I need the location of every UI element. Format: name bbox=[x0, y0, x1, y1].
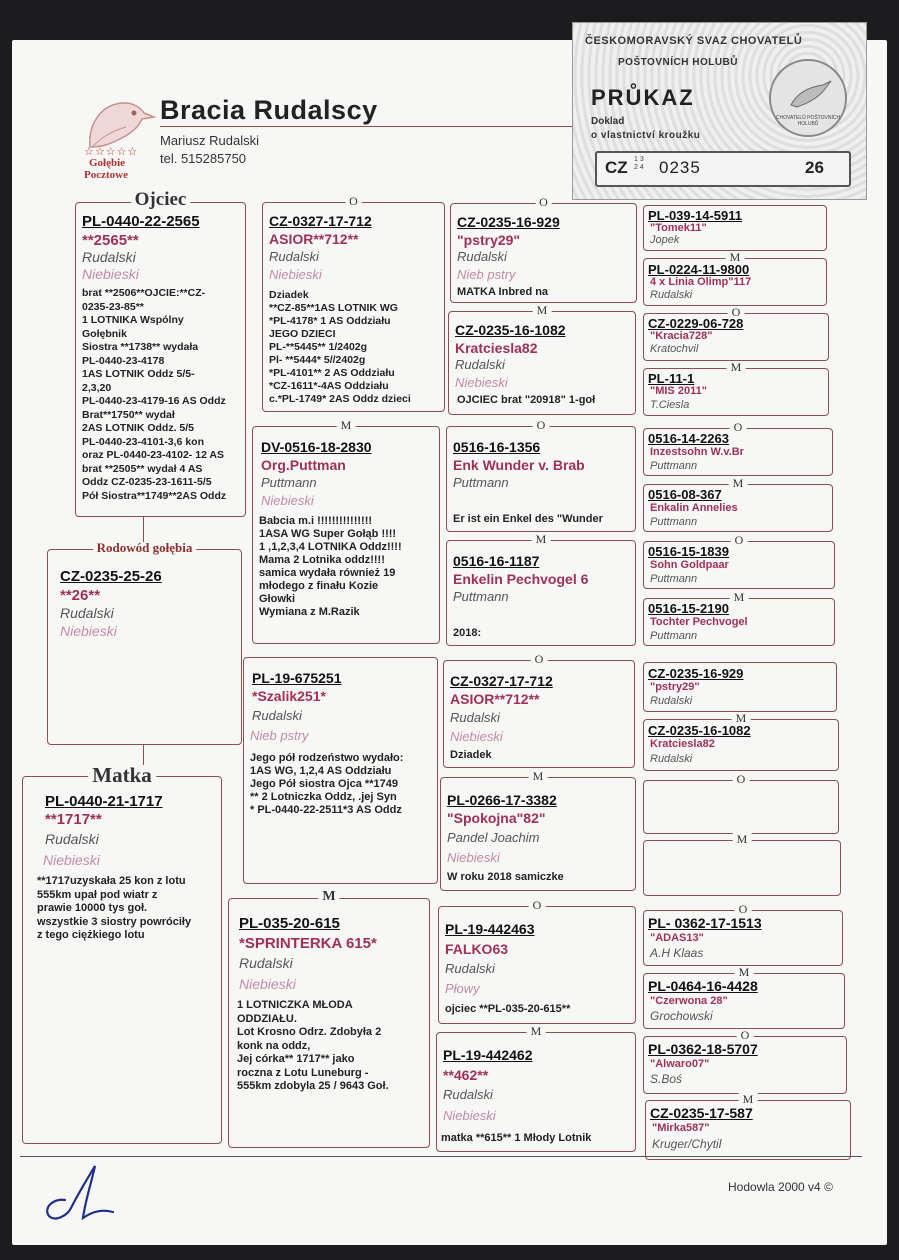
gen3-name-8: **462** bbox=[443, 1067, 489, 1083]
gen4-ring-7: 0516-15-1839 bbox=[648, 544, 729, 559]
mother-note: **1717uzyskała 25 kon z lotu 555km upał pod wiatr z prawie 10000 tys goł. wszystkie 3 siostry powróciły z tego ciężkiego lotu bbox=[37, 875, 192, 941]
father-ring: PL-0440-22-2565 bbox=[82, 213, 200, 230]
gen3-ring-7: PL-19-442463 bbox=[445, 921, 535, 937]
gen4-box-15[interactable] bbox=[643, 1028, 847, 1094]
gen4-box-2[interactable] bbox=[643, 250, 827, 306]
gen3-name-2: Kratciesla82 bbox=[455, 340, 538, 356]
gen3-box-4[interactable] bbox=[446, 532, 636, 646]
gen3-color-8: Niebieski bbox=[443, 1108, 496, 1123]
gen4-sex-4: M bbox=[727, 361, 746, 373]
gen3-ring-1: CZ-0235-16-929 bbox=[457, 214, 560, 230]
ff-color: Niebieski bbox=[269, 267, 322, 282]
owner-phone: tel. 515285750 bbox=[160, 151, 247, 166]
gen3-ring-2: CZ-0235-16-1082 bbox=[455, 322, 566, 338]
gen4-box-6[interactable] bbox=[643, 476, 833, 532]
mm-note: 1 LOTNICZKA MŁODA ODDZIAŁU. Lot Krosno Odrz. Zdobyła 2 konk na oddz, Jej córka** 1717** jako roczna z Lotu Luneburg - 555km zdobyla 25 / 9643 Goł. bbox=[237, 999, 389, 1092]
gen3-sex-7: O bbox=[529, 899, 546, 911]
gen4-box-9[interactable] bbox=[643, 662, 837, 712]
bird-owner: Rudalski bbox=[60, 605, 114, 621]
gen4-name-4: "MIS 2011" bbox=[650, 385, 707, 397]
gen4-sex-6: M bbox=[729, 477, 748, 489]
gen3-note-8: matka **615** 1 Młody Lotnik bbox=[441, 1132, 592, 1144]
mf-ring: PL-19-675251 bbox=[252, 670, 342, 686]
gen3-owner-3: Puttmann bbox=[453, 475, 509, 490]
fm-ring: DV-0516-18-2830 bbox=[261, 439, 372, 455]
gen3-owner-4: Puttmann bbox=[453, 589, 509, 604]
logo-text-2: Pocztowe bbox=[84, 169, 128, 181]
ff-note: Dziadek **CZ-85**1AS LOTNIK WG *PL-4178* 1 AS Oddziału JEGO DZIECI PL-**5445** 1/2402g Pl- **5444* 5//2402g *PL-4101** 2 AS Oddziału *CZ-1611*-4AS Oddziału c.*PL-1749* 2AS Oddz dzieci bbox=[269, 289, 411, 405]
gen4-name-16: "Mirka587" bbox=[652, 1122, 710, 1134]
pigeon-logo bbox=[78, 95, 156, 183]
mf-color: Nieb pstry bbox=[250, 728, 309, 743]
gen4-box-16[interactable] bbox=[645, 1092, 851, 1160]
gen3-ring-4: 0516-16-1187 bbox=[453, 553, 540, 569]
gen3-note-6: W roku 2018 samiczke bbox=[447, 871, 564, 883]
mother-owner: Rudalski bbox=[45, 831, 99, 847]
mm-box[interactable] bbox=[228, 889, 430, 1148]
gen4-name-15: "Alwaro07" bbox=[650, 1058, 710, 1070]
gen4-name-6: Enkalin Annelies bbox=[650, 502, 738, 514]
mother-label: Matka bbox=[88, 765, 156, 785]
gen4-owner-1: Jopek bbox=[650, 234, 680, 246]
gen3-owner-1: Rudalski bbox=[457, 249, 507, 264]
header-divider bbox=[160, 126, 572, 127]
gen3-owner-5: Rudalski bbox=[450, 710, 500, 725]
gen3-name-1: "pstry29" bbox=[457, 232, 521, 248]
gen4-sex-14: M bbox=[735, 966, 754, 978]
card-country: CZ bbox=[605, 158, 628, 177]
pedigree-label: Rodowód gołębia bbox=[93, 542, 197, 554]
ff-ring: CZ-0327-17-712 bbox=[269, 213, 372, 229]
mother-ring: PL-0440-21-1717 bbox=[45, 793, 163, 810]
gen3-box-6[interactable] bbox=[440, 769, 636, 891]
gen3-note-4: 2018: bbox=[453, 627, 482, 639]
bird-ring: CZ-0235-25-26 bbox=[60, 568, 162, 585]
footer-divider bbox=[20, 1156, 862, 1157]
gen3-box-7[interactable] bbox=[438, 898, 636, 1024]
gen4-name-8: Tochter Pechvogel bbox=[650, 616, 748, 628]
gen4-owner-7: Puttmann bbox=[650, 573, 698, 585]
gen4-sex-16: M bbox=[739, 1093, 758, 1105]
bird-box[interactable] bbox=[47, 540, 242, 745]
gen4-owner-15: S.Boś bbox=[650, 1072, 683, 1086]
gen3-owner-6: Pandel Joachim bbox=[447, 830, 540, 845]
gen4-owner-5: Puttmann bbox=[650, 460, 698, 472]
gen3-color-2: Niebieski bbox=[455, 375, 508, 390]
gen4-sex-5: O bbox=[730, 421, 747, 433]
gen4-sex-15: O bbox=[737, 1029, 754, 1041]
father-color: Niebieski bbox=[82, 266, 139, 282]
father-owner: Rudalski bbox=[82, 249, 136, 265]
seal-text: CHOVATELŮ POŠTOVNÍCH HOLUBŮ bbox=[775, 115, 841, 127]
page-title: Bracia Rudalscy bbox=[160, 95, 378, 125]
gen4-sex-10: M bbox=[732, 712, 751, 724]
father-note: brat **2506**OJCIE:**CZ- 0235-23-85** 1 LOTNIKA Wspólny Gołębnik Siostra **1738** wydała PL-0440-23-4178 1AS LOTNIK Oddz 5/5- 2,3,20 PL-0440-23-4179-16 AS Oddz Brat**1750** wydał 2AS LOTNIK Oddz. 5/5 PL-0440-23-4101-3,6 kon oraz PL-0440-23-4102- 12 AS brat **2505** wydał 4 AS Oddz CZ-0235-23-1611-5/5 Pół Siostra**1749**2AS Oddz bbox=[82, 287, 227, 502]
owner-name: Mariusz Rudalski bbox=[160, 133, 259, 148]
gen3-note-2: OJCIEC brat "20918" 1-goł bbox=[457, 394, 596, 406]
gen4-name-13: "ADAS13" bbox=[650, 932, 704, 944]
father-box[interactable] bbox=[75, 189, 246, 517]
fm-sex: M bbox=[337, 419, 356, 431]
gen3-sex-5: O bbox=[531, 653, 548, 665]
card-org-1: ČESKOMORAVSKÝ SVAZ CHOVATELŮ bbox=[585, 35, 803, 47]
gen4-ring-8: 0516-15-2190 bbox=[648, 601, 729, 616]
gen4-name-14: "Czerwona 28" bbox=[650, 995, 728, 1007]
gen3-ring-3: 0516-16-1356 bbox=[453, 439, 541, 455]
gen4-box-10[interactable] bbox=[643, 711, 839, 771]
software-credit: Hodowla 2000 v4 © bbox=[728, 1180, 833, 1194]
gen3-note-1: MATKA Inbred na bbox=[457, 286, 549, 298]
gen3-sex-4: M bbox=[532, 533, 551, 545]
gen4-name-10: Kratciesla82 bbox=[650, 738, 715, 750]
gen4-sex-7: O bbox=[731, 534, 748, 546]
gen4-owner-9: Rudalski bbox=[650, 695, 693, 707]
gen4-ring-5: 0516-14-2263 bbox=[648, 431, 729, 446]
gen4-owner-2: Rudalski bbox=[650, 289, 693, 301]
gen3-name-3: Enk Wunder v. Brab bbox=[453, 457, 585, 473]
mm-color: Niebieski bbox=[239, 976, 296, 992]
gen3-owner-7: Rudalski bbox=[445, 961, 495, 976]
gen4-ring-15: PL-0362-18-5707 bbox=[648, 1041, 758, 1057]
gen3-sex-2: M bbox=[533, 304, 552, 316]
gen4-sex-11: O bbox=[733, 773, 750, 785]
gen4-ring-2: PL-0224-11-9800 bbox=[648, 262, 750, 277]
gen3-box-8[interactable] bbox=[436, 1024, 636, 1152]
gen4-owner-14: Grochowski bbox=[650, 1009, 713, 1023]
gen3-color-1: Nieb pstry bbox=[457, 267, 516, 282]
fm-note: Babcia m.i !!!!!!!!!!!!!!! 1ASA WG Super Gołąb !!!! 1 ,1,2,3,4 LOTNIKA Oddz!!!! Mama 2 Lotnika oddz!!!! samica wydała również 19 młodego z finału Kozie Głowki Wymiana z M.Razik bbox=[259, 515, 402, 618]
mother-name: **1717** bbox=[45, 811, 102, 828]
mm-ring: PL-035-20-615 bbox=[239, 915, 340, 932]
gen4-name-9: "pstry29" bbox=[650, 681, 700, 693]
gen4-ring-3: CZ-0229-06-728 bbox=[648, 316, 744, 331]
gen4-owner-16: Kruger/Chytil bbox=[652, 1137, 722, 1151]
gen3-sex-3: O bbox=[533, 419, 550, 431]
gen4-ring-10: CZ-0235-16-1082 bbox=[648, 723, 751, 738]
gen3-box-2[interactable] bbox=[448, 303, 636, 415]
gen4-ring-1: PL-039-14-5911 bbox=[648, 208, 742, 223]
gen4-owner-3: Kratochvil bbox=[650, 343, 699, 355]
gen4-owner-10: Rudalski bbox=[650, 753, 693, 765]
gen3-ring-5: CZ-0327-17-712 bbox=[450, 673, 553, 689]
fm-name: Org.Puttman bbox=[261, 457, 346, 473]
card-ring-field bbox=[595, 151, 851, 187]
mf-box[interactable] bbox=[243, 657, 438, 884]
mm-sex: M bbox=[318, 891, 339, 903]
gen3-note-5: Dziadek bbox=[450, 749, 492, 761]
gen4-owner-6: Puttmann bbox=[650, 516, 698, 528]
gen4-box-8[interactable] bbox=[643, 590, 835, 646]
card-year: 26 bbox=[805, 158, 824, 177]
gen4-name-2: 4 x Linia Olimp"117 bbox=[650, 276, 752, 288]
card-number: 0235 bbox=[659, 158, 701, 177]
gen4-ring-9: CZ-0235-16-929 bbox=[648, 666, 744, 681]
ring-ownership-card bbox=[572, 22, 867, 200]
gen4-sex-13: O bbox=[735, 903, 752, 915]
mm-owner: Rudalski bbox=[239, 955, 293, 971]
ff-box[interactable] bbox=[262, 194, 445, 412]
gen3-color-6: Niebieski bbox=[447, 850, 500, 865]
gen4-ring-4: PL-11-1 bbox=[648, 371, 695, 386]
fm-color: Niebieski bbox=[261, 493, 314, 508]
gen4-box-1[interactable] bbox=[643, 205, 827, 251]
card-subtitle-1: Doklad bbox=[591, 116, 625, 127]
gen4-owner-13: A.H Klaas bbox=[650, 946, 704, 960]
gen4-sex-3: O bbox=[728, 306, 745, 318]
gen3-ring-8: PL-19-442462 bbox=[443, 1047, 533, 1063]
card-subtitle-2: o vlastnictví kroužku bbox=[591, 130, 701, 141]
card-title: PRŮKAZ bbox=[591, 85, 695, 110]
gen3-sex-6: M bbox=[529, 770, 548, 782]
gen3-ring-6: PL-0266-17-3382 bbox=[447, 792, 557, 808]
ff-name: ASIOR**712** bbox=[269, 231, 359, 247]
gen3-note-3: Er ist ein Enkel des "Wunder bbox=[453, 513, 603, 525]
gen3-name-5: ASIOR**712** bbox=[450, 691, 540, 707]
gen3-sex-1: O bbox=[535, 196, 552, 208]
mother-box[interactable] bbox=[22, 763, 222, 1144]
logo-stars: ☆☆☆☆☆ bbox=[84, 146, 139, 158]
signature-icon bbox=[35, 1160, 125, 1228]
card-seal bbox=[769, 59, 847, 137]
gen4-box-13[interactable] bbox=[643, 902, 843, 966]
gen4-box-7[interactable] bbox=[643, 533, 835, 589]
gen4-box-5[interactable] bbox=[643, 420, 833, 476]
gen3-sex-8: M bbox=[527, 1025, 546, 1037]
gen4-box-14[interactable] bbox=[643, 965, 845, 1029]
mf-note: Jego pół rodzeństwo wydało: 1AS WG, 1,2,4 AS Oddziału Jego Pół siostra Ojca **1749 ** 2 Lotniczka Oddz, .jej Syn * PL-0440-22-2511*3 AS Oddz bbox=[250, 752, 404, 816]
ff-sex: O bbox=[345, 195, 362, 207]
mf-owner: Rudalski bbox=[252, 708, 302, 723]
gen3-owner-8: Rudalski bbox=[443, 1087, 493, 1102]
gen4-box-12[interactable] bbox=[643, 832, 841, 896]
gen4-sex-2: M bbox=[726, 251, 745, 263]
card-org-2: POŠTOVNÍCH HOLUBŮ bbox=[618, 57, 738, 68]
father-label: Ojciec bbox=[131, 191, 191, 209]
gen4-sex-8: M bbox=[730, 591, 749, 603]
gen3-name-7: FALKO63 bbox=[445, 941, 509, 957]
card-small-digits: 1 3 2 4 bbox=[634, 156, 644, 171]
bird-color: Niebieski bbox=[60, 623, 117, 639]
gen3-note-7: ojciec **PL-035-20-615** bbox=[445, 1003, 571, 1015]
fm-owner: Puttmann bbox=[261, 475, 317, 490]
ff-owner: Rudalski bbox=[269, 249, 319, 264]
gen4-ring-16: CZ-0235-17-587 bbox=[650, 1105, 753, 1121]
mm-name: *SPRINTERKA 615* bbox=[239, 935, 377, 952]
gen4-box-3[interactable] bbox=[643, 305, 829, 361]
gen3-box-3[interactable] bbox=[446, 418, 636, 532]
gen3-color-5: Niebieski bbox=[450, 729, 503, 744]
gen3-name-6: "Spokojna"82" bbox=[447, 810, 546, 826]
gen4-owner-8: Puttmann bbox=[650, 630, 698, 642]
gen4-sex-12: M bbox=[733, 833, 752, 845]
father-name: **2565** bbox=[82, 232, 139, 249]
gen4-owner-4: T.Ciesla bbox=[650, 399, 690, 411]
gen4-box-11[interactable] bbox=[643, 772, 839, 834]
gen4-name-3: "Kracia728" bbox=[650, 330, 713, 342]
gen3-color-7: Płowy bbox=[445, 981, 480, 996]
gen4-ring-14: PL-0464-16-4428 bbox=[648, 978, 758, 994]
bird-name: **26** bbox=[60, 587, 101, 604]
fm-box[interactable] bbox=[252, 418, 440, 644]
gen4-ring-6: 0516-08-367 bbox=[648, 487, 722, 502]
gen4-box-4[interactable] bbox=[643, 360, 829, 416]
mother-color: Niebieski bbox=[43, 852, 100, 868]
gen3-box-5[interactable] bbox=[443, 652, 635, 768]
gen4-ring-13: PL- 0362-17-1513 bbox=[648, 915, 762, 931]
gen3-name-4: Enkelin Pechvogel 6 bbox=[453, 571, 589, 587]
gen4-name-1: "Tomek11" bbox=[650, 222, 707, 234]
gen3-box-1[interactable] bbox=[450, 195, 637, 303]
gen4-name-5: Inzestsohn W.v.Br bbox=[650, 446, 744, 458]
logo-text-1: Gołębie bbox=[89, 157, 126, 169]
mf-name: *Szalik251* bbox=[252, 688, 326, 704]
gen4-name-7: Sohn Goldpaar bbox=[650, 559, 729, 571]
gen3-owner-2: Rudalski bbox=[455, 357, 505, 372]
